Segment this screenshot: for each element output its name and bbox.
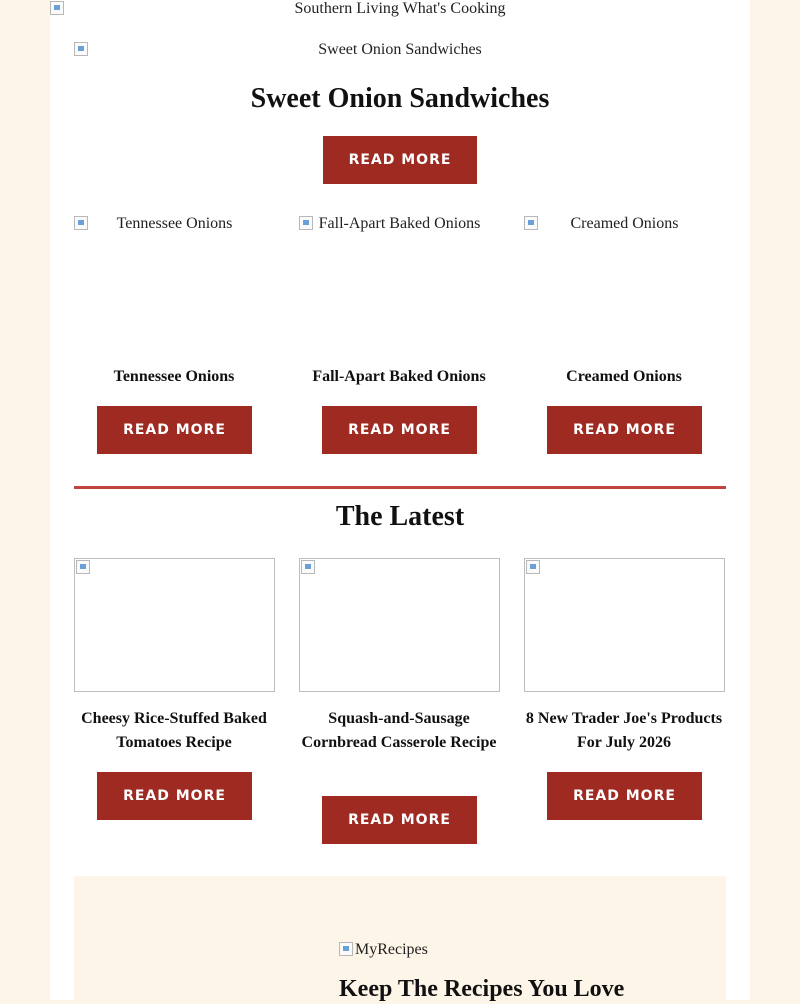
broken-image-icon — [76, 560, 90, 574]
header-logo-alt: Southern Living What's Cooking — [294, 0, 506, 17]
broken-image-icon — [299, 216, 313, 230]
related-read-more-button-3[interactable]: READ MORE — [547, 406, 702, 454]
related-image-1-alt: Tennessee Onions — [116, 215, 233, 232]
latest-read-more-button-2[interactable]: READ MORE — [322, 796, 477, 844]
related-title-3[interactable]: Creamed Onions — [566, 368, 682, 385]
related-read-more-button-2[interactable]: READ MORE — [322, 406, 477, 454]
feature-image[interactable] — [74, 41, 726, 59]
section-divider — [74, 486, 726, 489]
related-image-3-alt: Creamed Onions — [570, 215, 679, 232]
header-logo[interactable] — [50, 0, 750, 18]
feature-read-more-button[interactable]: READ MORE — [323, 136, 477, 184]
feature-image-alt: Sweet Onion Sandwiches — [318, 41, 482, 58]
related-image-1[interactable] — [74, 215, 275, 233]
latest-read-more-button-3[interactable]: READ MORE — [547, 772, 702, 820]
related-read-more-button-1[interactable]: READ MORE — [97, 406, 252, 454]
latest-title-2[interactable]: Squash-and-Sausage Cornbread Casserole Recipe — [301, 710, 497, 751]
related-image-2[interactable] — [299, 215, 500, 233]
broken-image-icon — [50, 1, 64, 15]
broken-image-icon — [74, 42, 88, 56]
broken-image-icon — [526, 560, 540, 574]
latest-image-1[interactable] — [74, 558, 275, 692]
email-container — [50, 0, 750, 1000]
related-title-1[interactable]: Tennessee Onions — [113, 368, 235, 385]
promo-logo-alt: MyRecipes — [355, 941, 428, 958]
latest-image-3[interactable] — [524, 558, 725, 692]
broken-image-icon — [339, 942, 353, 956]
promo-section — [74, 876, 726, 1000]
latest-read-more-button-1[interactable]: READ MORE — [97, 772, 252, 820]
related-title-2[interactable]: Fall-Apart Baked Onions — [312, 368, 486, 385]
latest-image-2[interactable] — [299, 558, 500, 692]
promo-logo[interactable] — [339, 941, 428, 959]
related-image-2-alt: Fall-Apart Baked Onions — [318, 215, 481, 232]
broken-image-icon — [74, 216, 88, 230]
latest-title-1[interactable]: Cheesy Rice-Stuffed Baked Tomatoes Recipe — [81, 710, 267, 751]
promo-title: Keep The Recipes You Love — [339, 976, 625, 1002]
broken-image-icon — [524, 216, 538, 230]
feature-title[interactable]: Sweet Onion Sandwiches — [250, 83, 550, 114]
related-image-3[interactable] — [524, 215, 725, 233]
broken-image-icon — [301, 560, 315, 574]
latest-heading: The Latest — [335, 501, 465, 532]
latest-title-3[interactable]: 8 New Trader Joe's Products For July 2026 — [525, 710, 723, 751]
